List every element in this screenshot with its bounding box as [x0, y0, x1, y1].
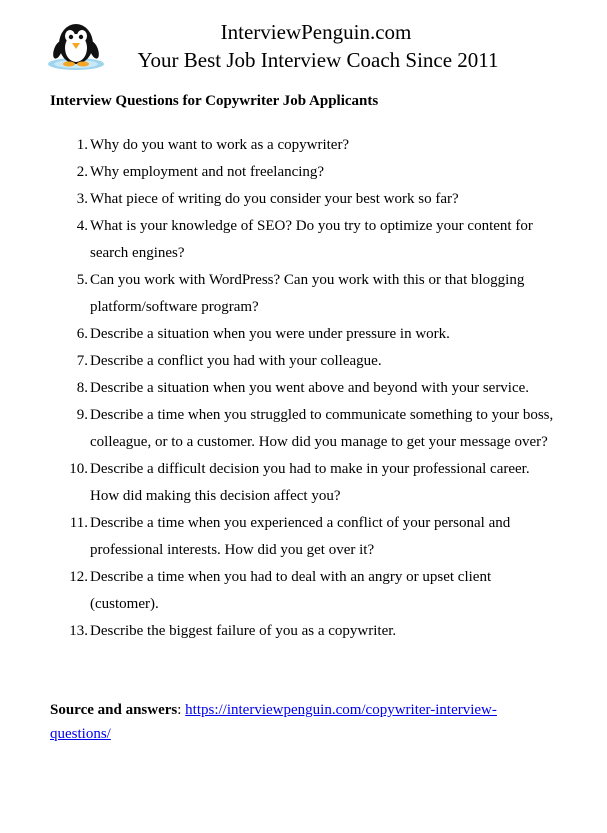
item-number: 10. — [69, 461, 88, 477]
question-text: Describe a situation when you went above and beyond with your service. — [90, 380, 530, 396]
item-number: 3. — [76, 191, 88, 207]
list-item — [66, 267, 556, 321]
question-text: Describe the biggest failure of you as a copywriter. — [90, 623, 397, 639]
list-item — [66, 375, 556, 402]
source-label: Source and answers — [50, 702, 178, 718]
list-item — [66, 321, 556, 348]
list-item — [66, 456, 556, 510]
list-item — [66, 618, 556, 645]
question-list — [66, 132, 556, 645]
list-item — [66, 510, 556, 564]
site-tagline: Your Best Job Interview Coach Since 2011 — [137, 48, 499, 72]
question-text: Describe a situation when you were under pressure in work. — [90, 326, 450, 342]
site-name: InterviewPenguin.com — [220, 20, 412, 44]
item-number: 1. — [76, 137, 88, 153]
item-number: 2. — [76, 164, 88, 180]
item-number: 6. — [76, 326, 88, 342]
item-number: 9. — [76, 407, 88, 423]
item-number: 12. — [69, 569, 88, 585]
question-text: What piece of writing do you consider your best work so far? — [90, 191, 459, 207]
list-item — [66, 564, 556, 618]
item-number: 8. — [76, 380, 88, 396]
question-text: Why employment and not freelancing? — [90, 164, 325, 180]
list-item — [66, 186, 556, 213]
penguin-logo — [44, 14, 108, 72]
list-item — [66, 348, 556, 375]
source-link[interactable]: https://interviewpenguin.com/copywriter-interview-questions/ — [50, 702, 497, 742]
item-number: 11. — [69, 515, 88, 531]
question-text: Describe a difficult decision you had to make in your professional career. How did making this decision affect you? — [90, 461, 530, 504]
question-text: Describe a time when you struggled to communicate something to your boss, colleague, or to a customer. How did you manage to get your message over? — [90, 407, 554, 450]
item-number: 5. — [76, 272, 88, 288]
question-text: Can you work with WordPress? Can you work with this or that blogging platform/software program? — [90, 272, 525, 315]
source-line — [50, 698, 550, 746]
list-item — [66, 402, 556, 456]
list-item — [66, 159, 556, 186]
source-separator: : — [177, 702, 186, 718]
page-title: Interview Questions for Copywriter Job Applicants — [50, 93, 379, 109]
list-item — [66, 132, 556, 159]
item-number: 7. — [76, 353, 88, 369]
question-text: Why do you want to work as a copywriter? — [90, 137, 350, 153]
question-text: Describe a time when you had to deal with an angry or upset client (customer). — [90, 569, 492, 612]
question-text: Describe a time when you experienced a conflict of your personal and professional interests. How did you get over it? — [90, 515, 511, 558]
question-text: What is your knowledge of SEO? Do you try to optimize your content for search engines? — [90, 218, 533, 261]
question-text: Describe a conflict you had with your colleague. — [90, 353, 382, 369]
item-number: 4. — [76, 218, 88, 234]
item-number: 13. — [69, 623, 88, 639]
list-item — [66, 213, 556, 267]
